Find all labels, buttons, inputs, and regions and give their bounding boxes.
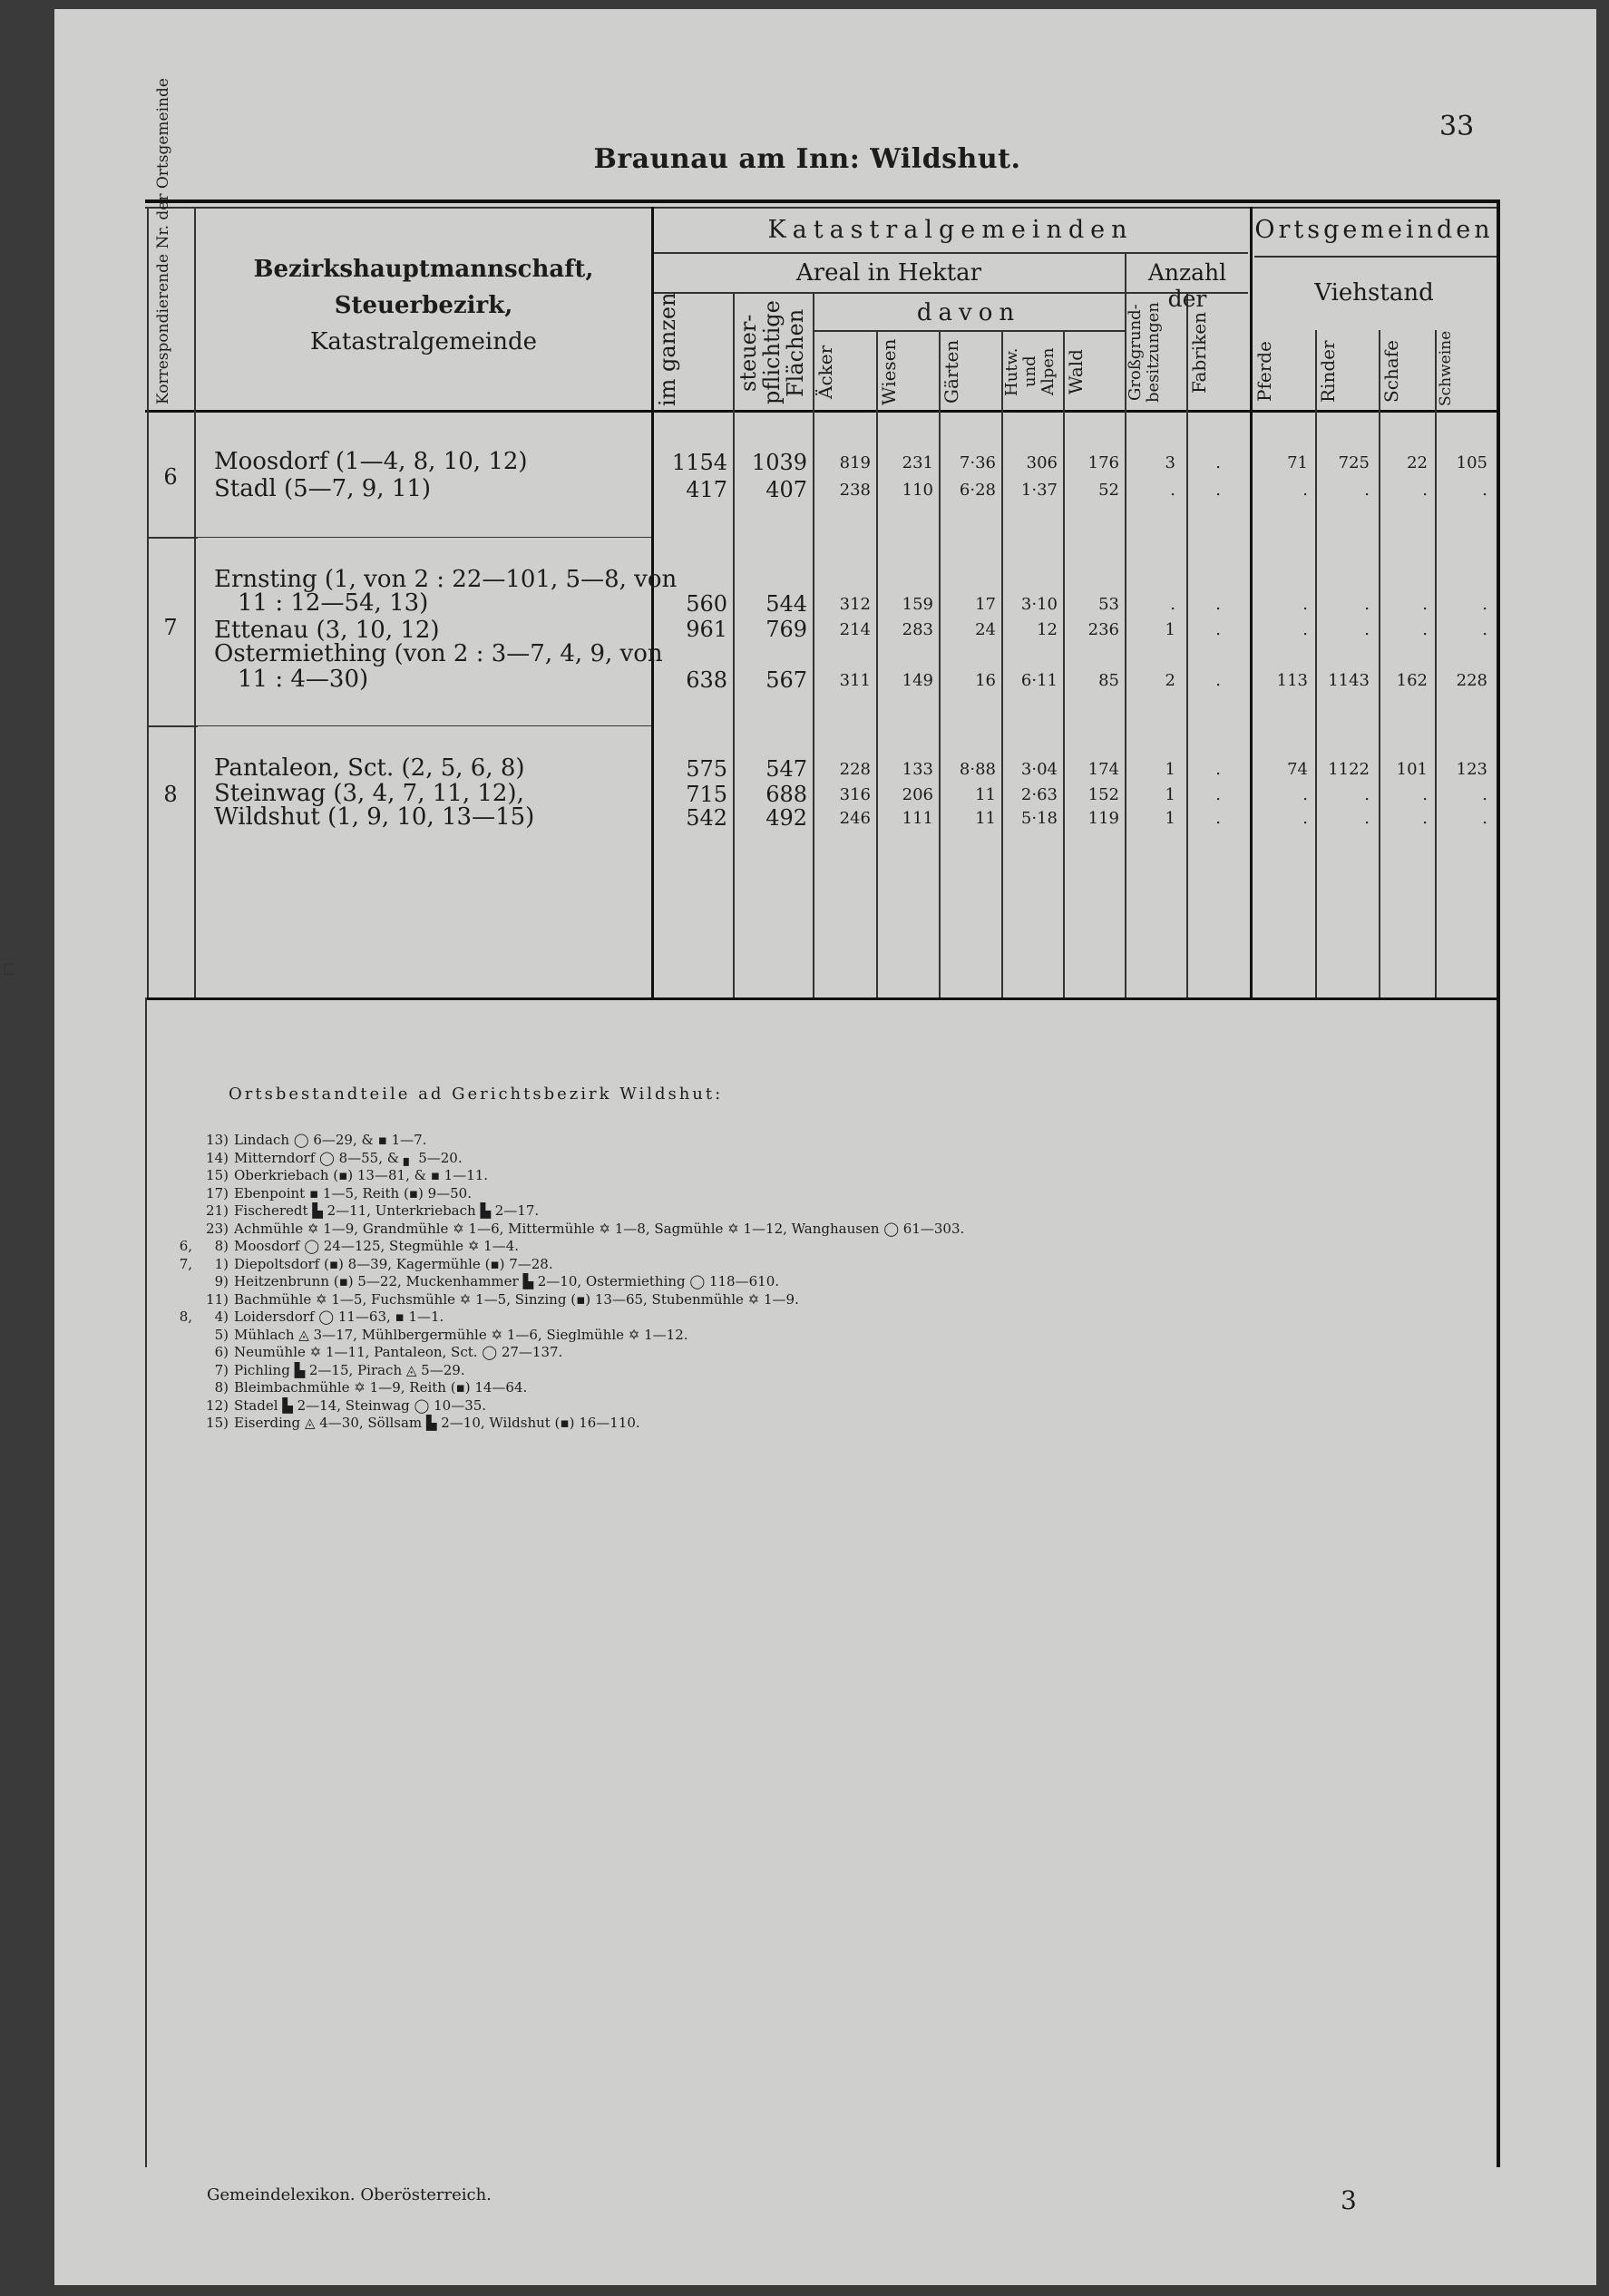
cell-schweine: . bbox=[1482, 809, 1487, 828]
cell-acker: 311 bbox=[839, 671, 871, 690]
legend-text: Bleimbachmühle ✡ 1—9, Reith (▪) 14—64. bbox=[234, 1379, 528, 1396]
cell-schafe: . bbox=[1422, 620, 1428, 639]
header-aecker: Äcker bbox=[814, 345, 836, 399]
cell-pferde: . bbox=[1302, 620, 1308, 639]
legend-title: Ortsbestandteile ad Gerichtsbezirk Wildshut: bbox=[229, 1085, 724, 1104]
cell-wald: 176 bbox=[1087, 453, 1119, 472]
page-number: 33 bbox=[1439, 111, 1475, 142]
legend-number: 8) bbox=[214, 1379, 229, 1396]
cell-pferde: . bbox=[1302, 785, 1308, 804]
katastral-name: Ettenau (3, 10, 12) bbox=[214, 617, 440, 644]
legend-text: Lindach ◯ 6—29, & ▪ 1—7. bbox=[234, 1132, 427, 1148]
cell-wald: 52 bbox=[1098, 481, 1119, 500]
cell-rinder: 1143 bbox=[1328, 671, 1370, 690]
cell-pferde: 113 bbox=[1276, 671, 1308, 690]
legend-entry bbox=[145, 1309, 964, 1327]
legend-text: Neumühle ✡ 1—11, Pantaleon, Sct. ◯ 27—137. bbox=[234, 1344, 563, 1360]
legend-entry bbox=[145, 1397, 964, 1416]
legend-entry bbox=[145, 1379, 964, 1397]
cell-gross: . bbox=[1170, 481, 1175, 500]
cell-wiesen: 110 bbox=[902, 481, 933, 500]
legend-entry bbox=[145, 1238, 964, 1256]
legend-number: 12) bbox=[206, 1396, 229, 1414]
cell-wald: 53 bbox=[1098, 595, 1119, 614]
cell-hutw: 3·10 bbox=[1020, 595, 1058, 614]
cell-hutw: 3·04 bbox=[1020, 760, 1058, 779]
legend-entry bbox=[145, 1202, 964, 1221]
cell-hutw: 1·37 bbox=[1020, 481, 1058, 500]
cell-gross: 1 bbox=[1165, 620, 1175, 639]
cell-gaerten: 8·88 bbox=[959, 760, 996, 779]
header-katastralgemeinden: Katastralgemeinden bbox=[767, 216, 1134, 244]
legend-number: 21) bbox=[206, 1202, 229, 1219]
cell-ganzen: 417 bbox=[686, 477, 727, 502]
legend-entry bbox=[145, 1185, 964, 1203]
cell-schweine: . bbox=[1482, 620, 1487, 639]
legend-text: Eiserding ◬ 4—30, Söllsam ▙ 2—10, Wildshut (▪) 16—110. bbox=[234, 1415, 640, 1431]
header-anzahl: Anzahl der bbox=[1147, 259, 1227, 312]
legend-number: 17) bbox=[206, 1184, 229, 1202]
legend-entry bbox=[145, 1362, 964, 1380]
legend-entry bbox=[145, 1256, 964, 1274]
cell-gaerten: 24 bbox=[975, 620, 996, 639]
cell-hutw: 2·63 bbox=[1020, 785, 1058, 804]
cell-gross: 1 bbox=[1165, 785, 1175, 804]
cell-fabr: . bbox=[1215, 760, 1221, 779]
cell-wiesen: 206 bbox=[902, 785, 933, 804]
footer-publication: Gemeindelexikon. Oberösterreich. bbox=[207, 2185, 492, 2204]
header-schafe: Schafe bbox=[1380, 340, 1402, 404]
cell-schweine: 228 bbox=[1456, 671, 1487, 690]
header-wald: Wald bbox=[1065, 349, 1087, 394]
cell-pferde: . bbox=[1302, 809, 1308, 828]
cell-wiesen: 149 bbox=[902, 671, 933, 690]
katastral-name: Stadl (5—7, 9, 11) bbox=[214, 475, 432, 502]
katastral-name: 11 : 4—30) bbox=[238, 666, 369, 693]
cell-schweine: 105 bbox=[1456, 453, 1487, 472]
cell-pferde: 71 bbox=[1287, 453, 1308, 472]
cell-steuer: 492 bbox=[765, 805, 807, 831]
legend-text: Fischeredt ▙ 2—11, Unterkriebach ▙ 2—17. bbox=[234, 1202, 540, 1219]
cell-ganzen: 715 bbox=[686, 782, 727, 807]
cell-gross: 2 bbox=[1165, 671, 1175, 690]
header-davon: davon bbox=[916, 299, 1021, 326]
katastral-name: Moosdorf (1—4, 8, 10, 12) bbox=[214, 448, 528, 475]
cell-steuer: 1039 bbox=[751, 450, 807, 475]
cell-schafe: 101 bbox=[1396, 760, 1428, 779]
legend-entry bbox=[145, 1415, 964, 1433]
legend-text: Oberkriebach (▪) 13—81, & ▪ 1—11. bbox=[234, 1167, 489, 1183]
cell-pferde: 74 bbox=[1287, 760, 1308, 779]
cell-wiesen: 111 bbox=[902, 809, 933, 828]
cell-gross: 3 bbox=[1165, 453, 1175, 472]
cell-fabr: . bbox=[1215, 481, 1221, 500]
cell-wald: 119 bbox=[1087, 809, 1119, 828]
legend-entry bbox=[145, 1150, 964, 1168]
cell-schafe: 22 bbox=[1407, 453, 1428, 472]
cell-rinder: 725 bbox=[1338, 453, 1370, 472]
katastral-name: Pantaleon, Sct. (2, 5, 6, 8) bbox=[214, 754, 525, 782]
header-hutweiden: Hutw. und Alpen bbox=[1002, 347, 1058, 396]
legend-number: 11) bbox=[206, 1290, 229, 1308]
cell-acker: 312 bbox=[839, 595, 871, 614]
cell-wald: 236 bbox=[1087, 620, 1119, 639]
legend-text: Loidersdorf ◯ 11—63, ▪ 1—1. bbox=[234, 1309, 444, 1325]
cell-acker: 246 bbox=[839, 809, 871, 828]
cell-wald: 152 bbox=[1087, 785, 1119, 804]
legend-key: 6, bbox=[179, 1238, 192, 1254]
header-schweine: Schweine bbox=[1437, 330, 1455, 406]
legend-text: Moosdorf ◯ 24—125, Stegmühle ✡ 1—4. bbox=[234, 1238, 520, 1254]
cell-schweine: . bbox=[1482, 785, 1487, 804]
legend-text: Achmühle ✡ 1—9, Grandmühle ✡ 1—6, Mittermühle ✡ 1—8, Sagmühle ✡ 1—12, Wanghausen ◯ 61—303. bbox=[234, 1220, 965, 1237]
cell-wiesen: 283 bbox=[902, 620, 933, 639]
cell-rinder: . bbox=[1364, 785, 1370, 804]
legend-number: 15) bbox=[206, 1167, 229, 1183]
legend-entry bbox=[145, 1273, 964, 1291]
katastral-name: Ernsting (1, von 2 : 22—101, 5—8, von bbox=[214, 566, 678, 593]
cell-wiesen: 231 bbox=[902, 453, 933, 472]
cell-pferde: . bbox=[1302, 595, 1308, 614]
legend-number: 7) bbox=[214, 1361, 229, 1378]
cell-schafe: . bbox=[1422, 595, 1428, 614]
legend-number: 1) bbox=[214, 1255, 229, 1272]
header-wiesen: Wiesen bbox=[878, 338, 900, 405]
legend-text: Heitzenbrunn (▪) 5—22, Muckenhammer ▙ 2—10, Ostermiething ◯ 118—610. bbox=[234, 1273, 780, 1289]
cell-wald: 85 bbox=[1098, 671, 1119, 690]
cell-steuer: 544 bbox=[765, 591, 807, 617]
cell-steuer: 407 bbox=[765, 477, 807, 502]
katastral-name: Steinwag (3, 4, 7, 11, 12), bbox=[214, 780, 524, 807]
legend-entry bbox=[145, 1132, 964, 1150]
legend-entry bbox=[145, 1291, 964, 1309]
header-katastralgemeinde: Katastralgemeinde bbox=[309, 328, 538, 355]
header-ortsgemeinden: Ortsgemeinden bbox=[1254, 216, 1494, 244]
legend-key: 8, bbox=[179, 1309, 192, 1325]
cell-ganzen: 542 bbox=[686, 805, 727, 831]
cell-gaerten: 6·28 bbox=[959, 481, 996, 500]
header-nr: Korrespondierende Nr. der Ortsgemeinde bbox=[154, 78, 172, 404]
cell-gross: 1 bbox=[1165, 760, 1175, 779]
cell-ganzen: 560 bbox=[686, 591, 727, 617]
cell-gross: . bbox=[1170, 595, 1175, 614]
header-gaerten: Gärten bbox=[941, 339, 962, 404]
header-fabriken: Fabriken bbox=[1188, 311, 1210, 394]
legend-entry bbox=[145, 1221, 964, 1239]
cell-gaerten: 17 bbox=[975, 595, 996, 614]
page-title: Braunau am Inn: Wildshut. bbox=[593, 143, 1021, 175]
cell-gross: 1 bbox=[1165, 809, 1175, 828]
cell-acker: 316 bbox=[839, 785, 871, 804]
footer-page-number: 3 bbox=[1341, 2185, 1357, 2215]
cell-rinder: . bbox=[1364, 595, 1370, 614]
legend-text: Diepoltsdorf (▪) 8—39, Kagermühle (▪) 7—28. bbox=[234, 1255, 553, 1272]
legend-entry bbox=[145, 1327, 964, 1345]
header-steuerbezirk: Steuerbezirk, bbox=[334, 292, 513, 319]
cell-gaerten: 11 bbox=[975, 809, 996, 828]
cell-fabr: . bbox=[1215, 620, 1221, 639]
cell-ganzen: 575 bbox=[686, 756, 727, 782]
cell-schafe: . bbox=[1422, 481, 1428, 500]
legend-text: Mitterndorf ◯ 8—55, & ▖ 5—20. bbox=[234, 1149, 463, 1166]
katastral-name: Wildshut (1, 9, 10, 13—15) bbox=[214, 803, 535, 831]
legend-number: 4) bbox=[214, 1309, 229, 1325]
cell-schweine: . bbox=[1482, 481, 1487, 500]
cell-schafe: 162 bbox=[1396, 671, 1428, 690]
cell-steuer: 567 bbox=[765, 667, 807, 693]
header-im-ganzen: im ganzen bbox=[655, 292, 680, 406]
legend-text: Pichling ▙ 2—15, Pirach ◬ 5—29. bbox=[234, 1361, 465, 1378]
group-number: 7 bbox=[163, 615, 178, 640]
legend-number: 9) bbox=[214, 1273, 229, 1289]
legend-number: 8) bbox=[214, 1238, 229, 1254]
cell-acker: 238 bbox=[839, 481, 871, 500]
cell-hutw: 306 bbox=[1026, 453, 1058, 472]
cell-ganzen: 638 bbox=[686, 667, 727, 693]
legend-list bbox=[145, 1132, 964, 1433]
cell-hutw: 12 bbox=[1037, 620, 1058, 639]
legend-text: Ebenpoint ▪ 1—5, Reith (▪) 9—50. bbox=[234, 1184, 472, 1202]
legend-number: 13) bbox=[206, 1132, 229, 1148]
header-rinder: Rinder bbox=[1317, 340, 1339, 404]
legend-number: 15) bbox=[206, 1415, 229, 1431]
cell-rinder: . bbox=[1364, 809, 1370, 828]
cell-wiesen: 133 bbox=[902, 760, 933, 779]
cell-fabr: . bbox=[1215, 671, 1221, 690]
legend-number: 14) bbox=[206, 1149, 229, 1166]
cell-schafe: . bbox=[1422, 809, 1428, 828]
cell-pferde: . bbox=[1302, 481, 1308, 500]
header-pferde: Pferde bbox=[1253, 341, 1275, 403]
cell-ganzen: 1154 bbox=[671, 450, 727, 475]
cell-hutw: 6·11 bbox=[1020, 671, 1058, 690]
cell-schweine: 123 bbox=[1456, 760, 1487, 779]
cell-steuer: 769 bbox=[765, 617, 807, 642]
header-viehstand: Viehstand bbox=[1314, 279, 1434, 306]
legend-text: Stadel ▙ 2—14, Steinwag ◯ 10—35. bbox=[234, 1396, 487, 1414]
legend-number: 23) bbox=[206, 1220, 229, 1237]
cell-acker: 228 bbox=[839, 760, 871, 779]
cell-gaerten: 7·36 bbox=[959, 453, 996, 472]
legend-number: 6) bbox=[214, 1344, 229, 1360]
cell-rinder: . bbox=[1364, 620, 1370, 639]
cell-gaerten: 11 bbox=[975, 785, 996, 804]
cell-rinder: . bbox=[1364, 481, 1370, 500]
cell-gaerten: 16 bbox=[975, 671, 996, 690]
legend-number: 5) bbox=[214, 1326, 229, 1343]
header-bezirk: Bezirkshauptmannschaft, bbox=[253, 256, 594, 283]
legend-text: Mühlach ◬ 3—17, Mühlbergermühle ✡ 1—6, Sieglmühle ✡ 1—12. bbox=[234, 1326, 688, 1343]
katastral-name: Ostermiething (von 2 : 3—7, 4, 9, von bbox=[214, 640, 663, 667]
cell-fabr: . bbox=[1215, 453, 1221, 472]
cell-fabr: . bbox=[1215, 785, 1221, 804]
cell-wiesen: 159 bbox=[902, 595, 933, 614]
cell-steuer: 547 bbox=[765, 756, 807, 782]
cell-fabr: . bbox=[1215, 595, 1221, 614]
cell-steuer: 688 bbox=[765, 782, 807, 807]
header-areal: Areal in Hektar bbox=[795, 259, 982, 287]
cell-ganzen: 961 bbox=[686, 617, 727, 642]
group-number: 6 bbox=[163, 464, 178, 490]
cell-rinder: 1122 bbox=[1328, 760, 1370, 779]
header-grossgrund: Großgrund-besitzungen bbox=[1126, 302, 1163, 404]
margin-mark: ⊏ bbox=[2, 958, 17, 979]
katastral-name: 11 : 12—54, 13) bbox=[238, 589, 429, 617]
header-steuerpflichtige: steuer-pflichtige Flächen bbox=[736, 300, 808, 405]
cell-schafe: . bbox=[1422, 785, 1428, 804]
cell-acker: 214 bbox=[839, 620, 871, 639]
cell-wald: 174 bbox=[1087, 760, 1119, 779]
legend-key: 7, bbox=[179, 1255, 192, 1272]
legend-entry bbox=[145, 1344, 964, 1362]
group-number: 8 bbox=[163, 782, 178, 807]
cell-acker: 819 bbox=[839, 453, 871, 472]
cell-hutw: 5·18 bbox=[1020, 809, 1058, 828]
legend-text: Bachmühle ✡ 1—5, Fuchsmühle ✡ 1—5, Sinzing (▪) 13—65, Stubenmühle ✡ 1—9. bbox=[234, 1290, 799, 1308]
cell-schweine: . bbox=[1482, 595, 1487, 614]
cell-fabr: . bbox=[1215, 809, 1221, 828]
legend-entry bbox=[145, 1167, 964, 1185]
